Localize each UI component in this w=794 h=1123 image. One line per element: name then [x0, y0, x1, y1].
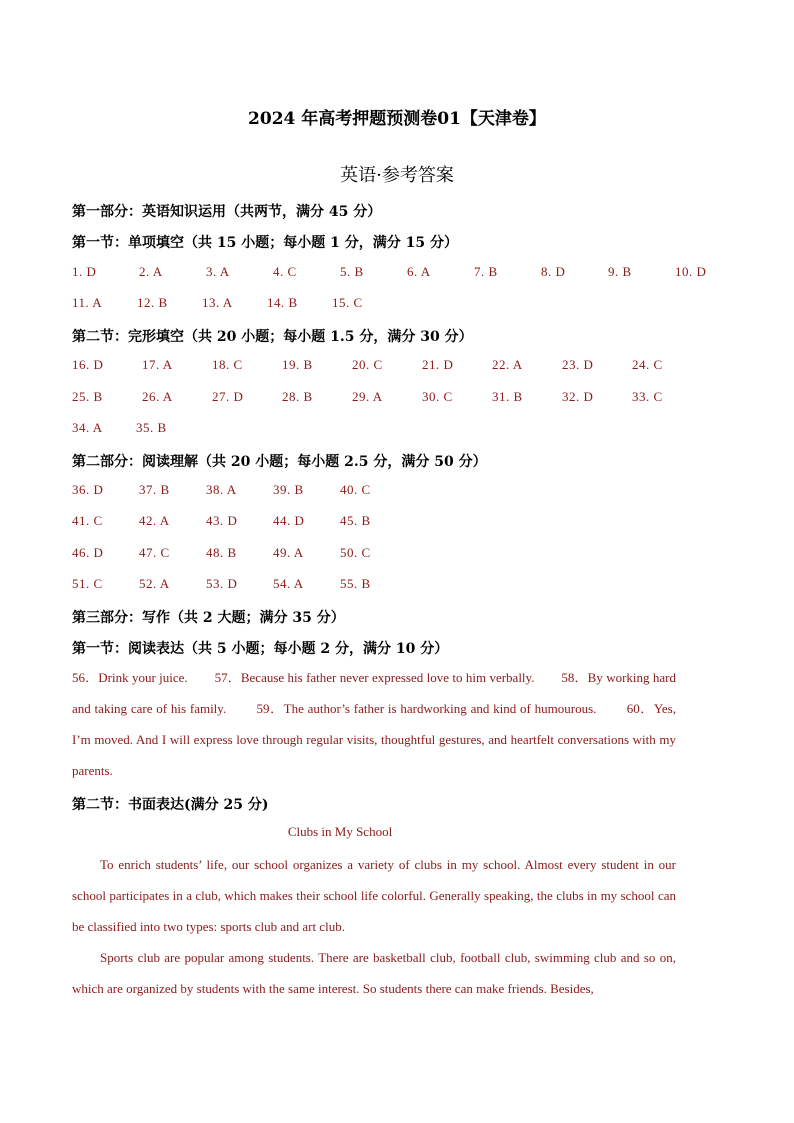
answer-item: 9. B: [608, 264, 632, 279]
answer-item: 41. C: [72, 513, 103, 528]
answer-item: 28. B: [282, 389, 313, 404]
answer-item: 3. A: [206, 264, 230, 279]
answer-item: 37. B: [139, 482, 170, 497]
answer-item: 26. A: [142, 389, 173, 404]
answer-row: [72, 545, 692, 565]
answer-row: [72, 389, 692, 409]
essay-paragraph: Sports club are popular among students. There are basketball club, football club, swimming club and so on, which are organized by students with the same interest. So students there can make friends. Besides,: [72, 950, 676, 996]
answer-item: 30. C: [422, 389, 453, 404]
answer-item: 20. C: [352, 357, 383, 372]
answer-item: 39. B: [273, 482, 304, 497]
answer-item: 48. B: [206, 545, 237, 560]
answer-item: 14. B: [267, 295, 298, 310]
answer-row: [72, 295, 692, 315]
answer-item: 34. A: [72, 420, 103, 435]
page-subtitle: 英语·参考答案: [340, 165, 454, 186]
essay-paragraph: To enrich students’ life, our school organizes a variety of clubs in my school. Almost every student in our school participates in a club, which makes their school life colorful. Generally speaking, the clubs in my school can be classified into two types: sports club and art club.: [72, 857, 676, 934]
answer-item: 54. A: [273, 576, 304, 591]
part2-heading: 第二部分：阅读理解（共 20 小题；每小题 2.5 分，满分 50 分）: [72, 454, 487, 470]
answer-item: 27. D: [212, 389, 244, 404]
answer-item: 1. D: [72, 264, 97, 279]
answer-item: 29. A: [352, 389, 383, 404]
answer-item: 36. D: [72, 482, 104, 497]
part1-section1-heading: 第一节：单项填空（共 15 小题；每小题 1 分，满分 15 分）: [72, 235, 458, 251]
answer-item: 32. D: [562, 389, 594, 404]
answer-item: 15. C: [332, 295, 363, 310]
answer-row: [72, 513, 692, 533]
answer-item: 51. C: [72, 576, 103, 591]
answer-row: [72, 357, 692, 377]
answer-item: 22. A: [492, 357, 523, 372]
answer-item: 50. C: [340, 545, 371, 560]
answer-row: [72, 482, 692, 502]
reading-expression-answers: 56．Drink your juice. 57．Because his father never expressed love to him verbally. 58．By working hard and taking care of his family. 59．The author’s father is hardworking and kind of humourous. 60．Yes, I’m moved. And I will express love through regular visits, thoughtful gestures, and heartfelt conversations with my parents.: [72, 670, 680, 778]
essay-title: Clubs in My School: [287, 824, 393, 839]
answer-item: 47. C: [139, 545, 170, 560]
answer-item: 44. D: [273, 513, 305, 528]
part3-section1-heading: 第一节：阅读表达（共 5 小题；每小题 2 分，满分 10 分）: [72, 641, 449, 657]
answer-item: 17. A: [142, 357, 173, 372]
answer-row: [72, 420, 692, 440]
answer-item: 19. B: [282, 357, 313, 372]
answer-row: [72, 264, 707, 284]
answer-item: 45. B: [340, 513, 371, 528]
answer-item: 42. A: [139, 513, 170, 528]
answer-item: 4. C: [273, 264, 297, 279]
answer-item: 43. D: [206, 513, 238, 528]
answer-item: 53. D: [206, 576, 238, 591]
part3-section2-heading: 第二节：书面表达(满分 25 分): [72, 797, 269, 813]
answer-item: 10. D: [675, 264, 707, 279]
part1-section2-heading: 第二节：完形填空（共 20 小题；每小题 1.5 分，满分 30 分）: [72, 329, 473, 345]
answer-item: 55. B: [340, 576, 371, 591]
answer-item: 21. D: [422, 357, 454, 372]
answer-item: 49. A: [273, 545, 304, 560]
answer-item: 33. C: [632, 389, 663, 404]
answer-item: 52. A: [139, 576, 170, 591]
answer-item: 24. C: [632, 357, 663, 372]
answer-item: 18. C: [212, 357, 243, 372]
answer-item: 16. D: [72, 357, 104, 372]
answer-row: [72, 576, 692, 596]
answer-item: 2. A: [139, 264, 163, 279]
answer-item: 13. A: [202, 295, 233, 310]
answer-item: 6. A: [407, 264, 431, 279]
answer-item: 31. B: [492, 389, 523, 404]
answer-item: 35. B: [136, 420, 167, 435]
answer-item: 23. D: [562, 357, 594, 372]
answer-item: 11. A: [72, 295, 103, 310]
answer-item: 5. B: [340, 264, 364, 279]
answer-item: 8. D: [541, 264, 566, 279]
answer-item: 40. C: [340, 482, 371, 497]
page-title: 2024 年高考押题预测卷01【天津卷】: [248, 109, 546, 129]
answer-item: 46. D: [72, 545, 104, 560]
part3-heading: 第三部分：写作（共 2 大题；满分 35 分）: [72, 610, 345, 626]
answer-item: 38. A: [206, 482, 237, 497]
part1-heading: 第一部分：英语知识运用（共两节，满分 45 分）: [72, 204, 382, 220]
answer-item: 12. B: [137, 295, 168, 310]
answer-item: 25. B: [72, 389, 103, 404]
answer-item: 7. B: [474, 264, 498, 279]
